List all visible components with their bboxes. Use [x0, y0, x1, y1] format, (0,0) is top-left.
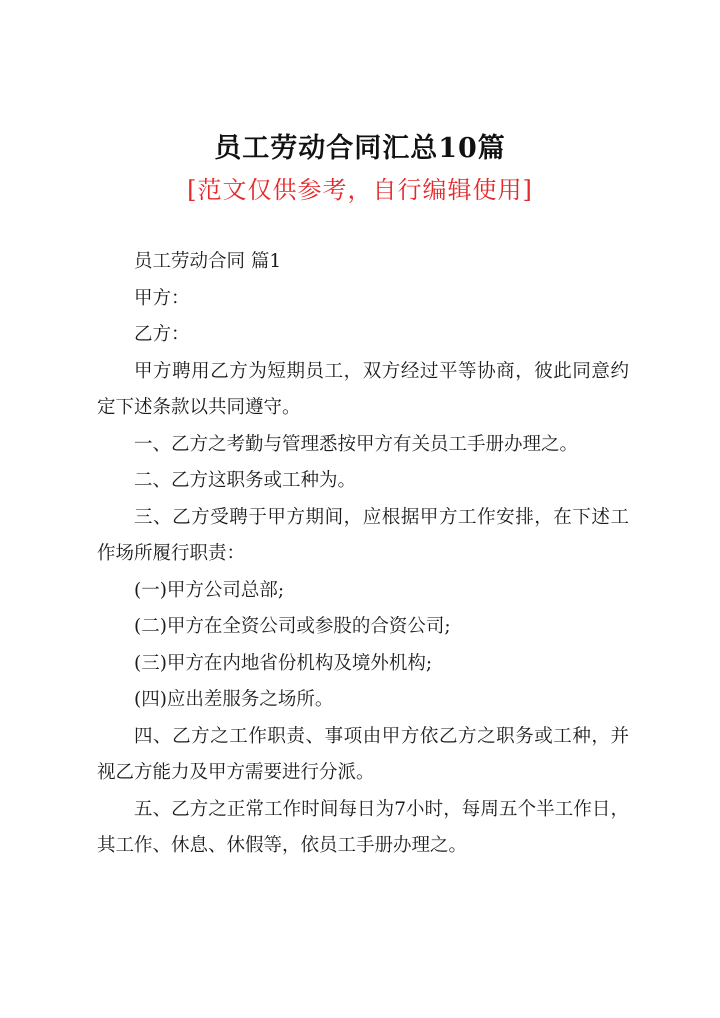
- section-heading: 员工劳动合同 篇1: [134, 251, 282, 272]
- document-subtitle: [范文仅供参考，自行编辑使用]: [187, 176, 533, 204]
- clause-2: 二、乙方这职务或工种为。: [134, 470, 357, 491]
- party-a-label: 甲方：: [134, 287, 190, 309]
- clause-3-item-4: (四)应出差服务之场所。: [134, 689, 334, 710]
- clause-3-item-3: (三)甲方在内地省份机构及境外机构;: [134, 652, 433, 674]
- clause-4: 四、乙方之工作职责、事项由甲方依乙方之职务或工种，并视乙方能力及甲方需要进行分派。: [97, 725, 629, 783]
- document-title: 员工劳动合同汇总10篇: [214, 133, 506, 164]
- clause-3-item-2: (二)甲方在全资公司或参股的合资公司;: [134, 616, 451, 637]
- paragraph: 甲方聘用乙方为短期员工，双方经过平等协商，彼此同意约定下述条款以共同遵守。: [97, 360, 629, 418]
- clause-3-item-1: (一)甲方公司总部;: [134, 579, 285, 601]
- clause-1: 一、乙方之考勤与管理悉按甲方有关员工手册办理之。: [134, 433, 579, 455]
- clause-3: 三、乙方受聘于甲方期间，应根据甲方工作安排，在下述工作场所履行职责：: [97, 506, 629, 564]
- clause-5: 五、乙方之正常工作时间每日为7小时，每周五个半工作日，其工作、休息、休假等，依员工手册办理之。: [97, 798, 629, 856]
- document-body: [97, 244, 629, 865]
- party-b-label: 乙方：: [134, 324, 190, 345]
